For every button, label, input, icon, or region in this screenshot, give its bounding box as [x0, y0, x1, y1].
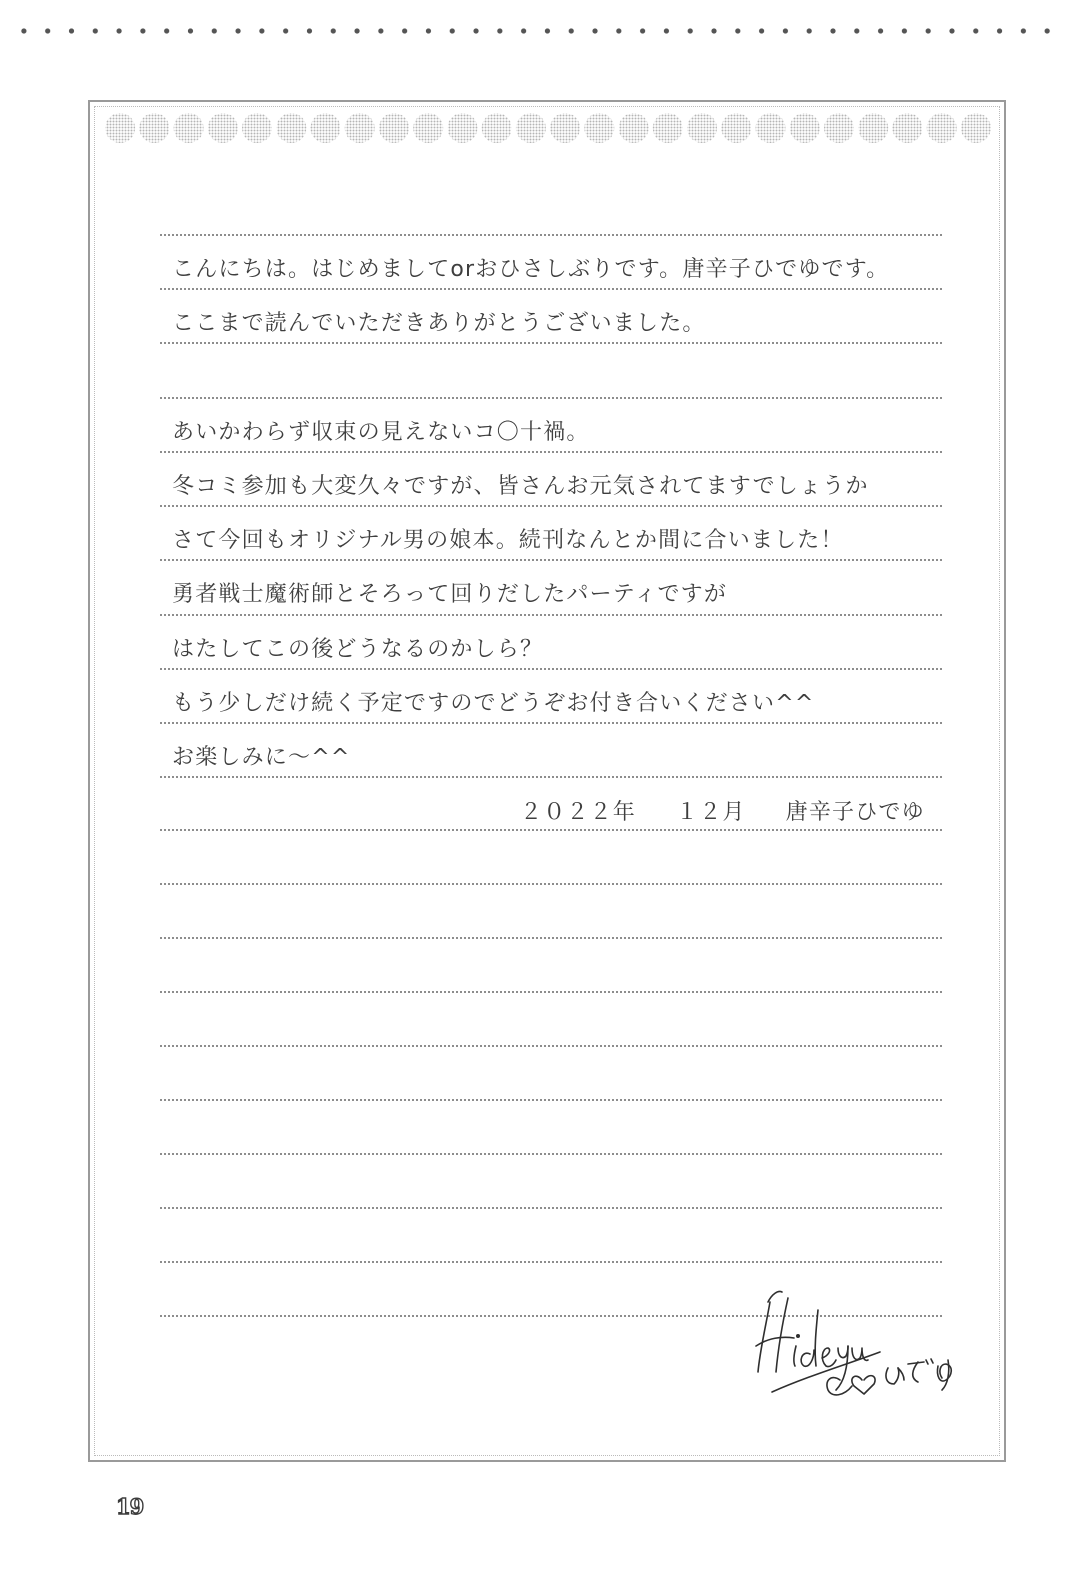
scallop-circle: [139, 113, 169, 143]
letter-line: こんにちは。はじめましてorおひさしぶりです。唐辛子ひでゆです。: [172, 257, 890, 282]
letter-line: 勇者戦士魔術師とそろって回りだしたパーティですが: [172, 582, 728, 607]
top-dot-border: [12, 28, 1068, 34]
ruled-line: [160, 1045, 942, 1047]
scallop-circle: [345, 113, 375, 143]
ruled-line: [160, 1153, 942, 1155]
scallop-circle: [208, 113, 238, 143]
date-signature-line: [520, 793, 925, 833]
letter-line: もう少しだけ続く予定ですのでどうぞお付き合いください^^: [172, 691, 815, 716]
scallop-circle: [858, 113, 888, 143]
scallop-circle: [413, 113, 443, 143]
scallop-circle: [721, 113, 751, 143]
ruled-line: [160, 883, 942, 885]
scallop-circle: [482, 113, 512, 143]
scallop-circle: [276, 113, 306, 143]
ruled-line: [160, 937, 942, 939]
date-year: ２０２２年: [520, 800, 637, 825]
scallop-circle: [584, 113, 614, 143]
scallop-circle: [105, 113, 135, 143]
letter-line: はたしてこの後どうなるのかしら？: [172, 637, 544, 662]
ruled-line: [160, 991, 942, 993]
scallop-circle: [174, 113, 204, 143]
scallop-circle: [892, 113, 922, 143]
letter-line: ここまで読んでいただきありがとうございました。: [172, 311, 706, 336]
scallop-circle: [790, 113, 820, 143]
scallop-circle: [550, 113, 580, 143]
handwritten-signature: [748, 1280, 978, 1410]
scallop-circle: [447, 113, 477, 143]
scallop-decoration: [103, 111, 993, 145]
page-number: 19: [116, 1494, 144, 1519]
scallop-circle: [311, 113, 341, 143]
scallop-circle: [961, 113, 991, 143]
ruled-line: [160, 234, 942, 236]
letter-line: あいかわらず収束の見えないコ〇十禍。: [172, 420, 590, 445]
date-month: １２月: [676, 800, 746, 825]
scallop-circle: [927, 113, 957, 143]
scallop-circle: [756, 113, 786, 143]
author-name: 唐辛子ひでゆ: [785, 800, 925, 825]
scallop-circle: [619, 113, 649, 143]
scallop-circle: [653, 113, 683, 143]
letter-line: さて今回もオリジナル男の娘本。続刊なんとか間に合いました！: [172, 528, 844, 553]
ruled-line: [160, 1099, 942, 1101]
letter-line: 冬コミ参加も大変久々ですが、皆さんお元気されてますでしょうか: [172, 474, 869, 499]
ruled-line: [160, 1207, 942, 1209]
scallop-circle: [824, 113, 854, 143]
letter-line: [172, 358, 932, 398]
scallop-circle: [242, 113, 272, 143]
scallop-circle: [516, 113, 546, 143]
scallop-circle: [687, 113, 717, 143]
scallop-circle: [379, 113, 409, 143]
ruled-line: [160, 1261, 942, 1263]
letter-line: お楽しみに〜^^: [172, 745, 351, 770]
